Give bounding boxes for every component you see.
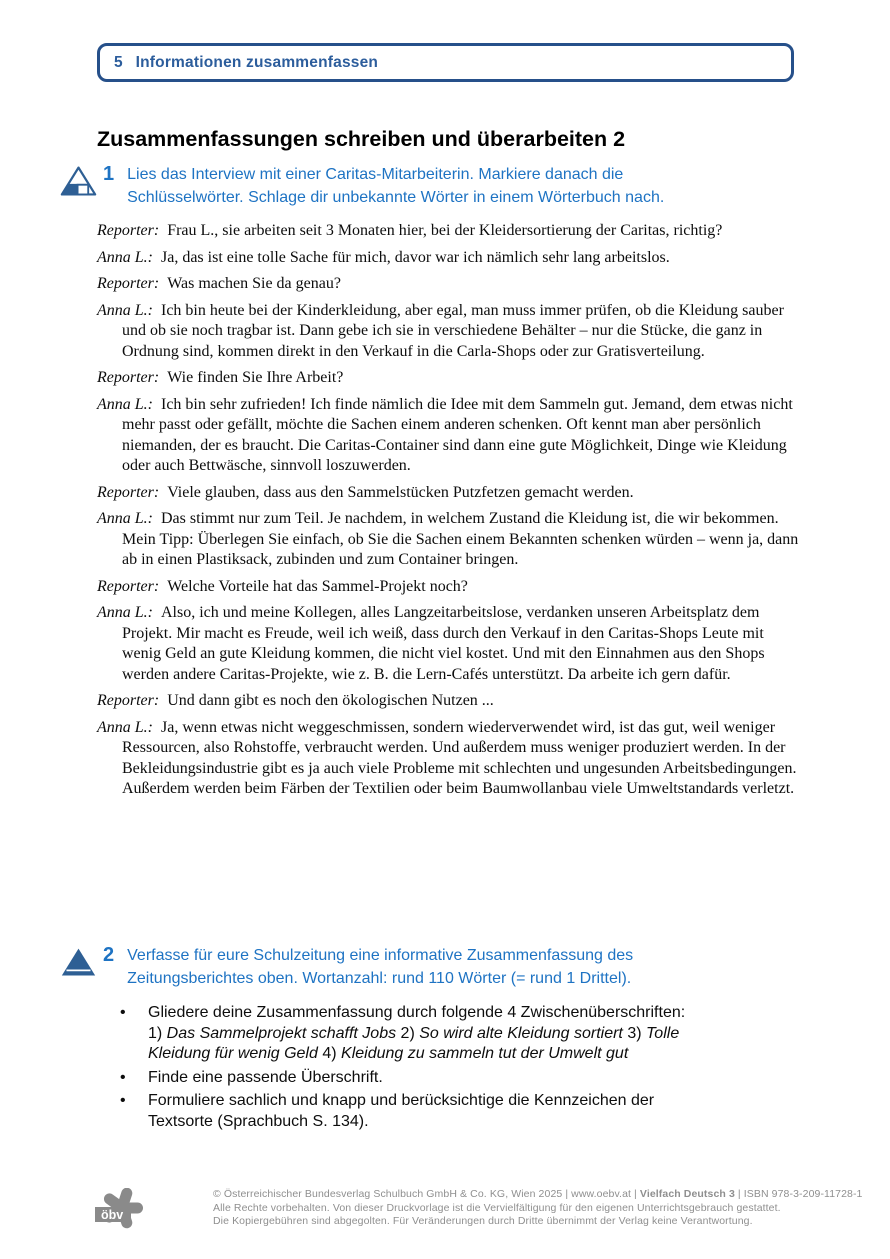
text-segment: So wird alte Kleidung sortiert (419, 1024, 623, 1042)
chapter-title: Informationen zusammenfassen (135, 53, 379, 71)
interview-paragraph: Reporter: Viele glauben, dass aus den Sammelstücken Putzfetzen gemacht werden. (97, 483, 634, 501)
imprint-line (213, 1188, 863, 1202)
task-instruction: Verfasse für eure Schulzeitung eine informative Zusammenfassung des Zeitungsberichtes oben. Wortanzahl: rund 110 Wörter (= rund 1 Drittel). (127, 947, 634, 987)
bullet-item (120, 1068, 696, 1089)
speaker-label: Reporter: (97, 577, 160, 595)
bullet-marker-icon: • (120, 1092, 126, 1109)
speaker-label: Anna L.: (97, 301, 153, 319)
text-segment: Formuliere sachlich und knapp und berücksichtige die Kennzeichen der Textsorte (Sprachbuch S. 134). (148, 1092, 655, 1130)
speaker-label: Reporter: (97, 222, 160, 239)
text-segment: Gliedere deine Zusammenfassung durch folgende 4 Zwischenüberschriften: 1) (148, 1004, 686, 1042)
interview-paragraph: Anna L.: Ich bin sehr zufrieden! Ich finde nämlich die Idee mit dem Sammeln gut. Jemand, dem etwas nicht mehr passt oder gefällt, möchte die Sachen einem anderen schenken. Oft kennt man aber persönlich niemanden, der es braucht. Die Caritas-Container sind dann eine gute Möglichkeit, Dinge wie Kleidung oder auch Bettwäsche, sinnvoll loszuwerden. (97, 395, 793, 474)
text-segment: Kleidung zu sammeln tut der Umwelt gut (341, 1045, 629, 1062)
speaker-label: Anna L.: (97, 718, 153, 736)
task2-bullet-list (120, 1003, 696, 1135)
text-segment: 3) (622, 1024, 646, 1042)
task-instruction: Lies das Interview mit einer Caritas-Mitarbeiterin. Markiere danach die Schlüsselwörter. Schlage dir unbekannte Wörter in einem Wörterbuch nach. (127, 166, 665, 206)
oebv-logo-text: öbv (101, 1208, 124, 1222)
task-2 (60, 944, 689, 990)
speaker-label: Anna L.: (97, 510, 153, 527)
bullet-marker-icon: • (120, 1068, 126, 1086)
speaker-label: Reporter: (97, 369, 160, 386)
task-number: 2 (103, 944, 115, 966)
text-segment: Das Sammelprojekt schafft Jobs (166, 1024, 397, 1042)
imprint-line (213, 1215, 863, 1229)
difficulty-level-solid-triangle-icon (60, 946, 97, 984)
task-number: 1 (103, 163, 115, 185)
text-segment: Tolle Kleidung für wenig Geld (148, 1024, 680, 1062)
bullet-text (148, 1003, 696, 1065)
chapter-header-box (97, 43, 794, 82)
text-segment: Finde eine passende Überschrift. (148, 1068, 383, 1086)
interview-paragraph: Anna L.: Also, ich und meine Kollegen, alles Langzeitarbeitslose, verdanken unseren Arbeitsplatz dem Projekt. Mir macht es Freude, weil ich weiß, dass durch den Verkauf in den Caritas-Shops Leute mit wenig Geld an gute Kleidung kommen, die nicht viel kostet. Und mit den Einnahmen aus den Shops werden andere Caritas-Projekte, wie z. B. die Lern-Cafés unterstützt. Da arbeite ich gern dafür. (97, 604, 765, 683)
speaker-label: Anna L.: (97, 604, 153, 621)
text-segment: 2) (396, 1024, 420, 1042)
text-segment: | ISBN 978-3-209-11728-1 (734, 1188, 863, 1200)
interview-paragraph: Anna L.: Ja, wenn etwas nicht weggeschmissen, sondern wiederverwendet wird, ist das gut, weil weniger Ressourcen, also Rohstoffe, verbraucht werden. Und außerdem muss weniger produziert werden. In der Bekleidungsindustrie gibt es ja auch viele Probleme mit schlechten und ungesunden Arbeitsbedingungen. Außerdem werden beim Färben der Textilien oder beim Baumwollanbau viele Umweltstandards verletzt. (97, 718, 797, 797)
text-segment: Die Kopiergebühren sind abgegolten. Für Veränderungen durch Dritte übernimmt der Verlag keine Verantwortung. (213, 1215, 753, 1227)
speaker-label: Reporter: (97, 275, 160, 292)
imprint-text (213, 1188, 863, 1229)
task-1 (60, 163, 689, 209)
speaker-label: Anna L.: (97, 248, 153, 266)
interview-paragraph: Reporter: Und dann gibt es noch den ökologischen Nutzen ... (97, 692, 494, 709)
text-segment: 4) (317, 1045, 342, 1062)
bullet-text (148, 1068, 383, 1089)
speaker-label: Anna L.: (97, 395, 153, 413)
bullet-marker-icon: • (120, 1004, 126, 1021)
page-title: Zusammenfassungen schreiben und überarbeiten 2 (97, 127, 626, 152)
interview-paragraph: Reporter: Wie finden Sie Ihre Arbeit? (97, 369, 344, 386)
interview-paragraph: Reporter: Was machen Sie da genau? (97, 275, 341, 292)
text-segment: Alle Rechte vorbehalten. Von dieser Druckvorlage ist die Vervielfältigung für den eigenen Unterrichtsgebrauch gestattet. (213, 1201, 781, 1214)
bullet-text (148, 1091, 696, 1132)
footer (95, 1188, 863, 1245)
interview-paragraph: Anna L.: Ja, das ist eine tolle Sache für mich, davor war ich nämlich sehr lang arbeitslos. (97, 248, 670, 266)
interview-list (97, 221, 799, 806)
interview-paragraph: Anna L.: Das stimmt nur zum Teil. Je nachdem, in welchem Zustand die Kleidung ist, die wir bekommen. Mein Tipp: Überlegen Sie einfach, ob Sie die Sachen einem Bekannten schenken würden – wenn ja, dann ab in einen Plastiksack, zubinden und zum Container bringen. (97, 510, 799, 568)
bullet-item (120, 1003, 696, 1065)
difficulty-level-triangle-icon (60, 165, 97, 203)
interview-paragraph: Reporter: Frau L., sie arbeiten seit 3 Monaten hier, bei der Kleidersortierung der Caritas, richtig? (97, 222, 723, 239)
speaker-label: Reporter: (97, 692, 160, 709)
imprint-line (213, 1202, 863, 1216)
bullet-item (120, 1091, 696, 1132)
text-segment: Vielfach Deutsch 3 (639, 1188, 735, 1200)
interview-paragraph: Anna L.: Ich bin heute bei der Kinderkleidung, aber egal, man muss immer prüfen, ob die Kleidung sauber und ob sie noch tragbar ist. Dann gebe ich sie in verschiedene Behälter – nur die Stücke, die ganz in Ordnung sind, kommen direkt in den Verkauf in die Carla-Shops oder zur Gratisverteilung. (97, 301, 784, 360)
oebv-logo-icon (95, 1188, 143, 1245)
interview-paragraph: Reporter: Welche Vorteile hat das Sammel-Projekt noch? (97, 577, 468, 595)
text-segment: © Österreichischer Bundesverlag Schulbuch GmbH & Co. KG, Wien 2025 | www.oebv.at | (213, 1188, 640, 1200)
speaker-label: Reporter: (97, 483, 160, 501)
chapter-number: 5 (114, 53, 123, 71)
